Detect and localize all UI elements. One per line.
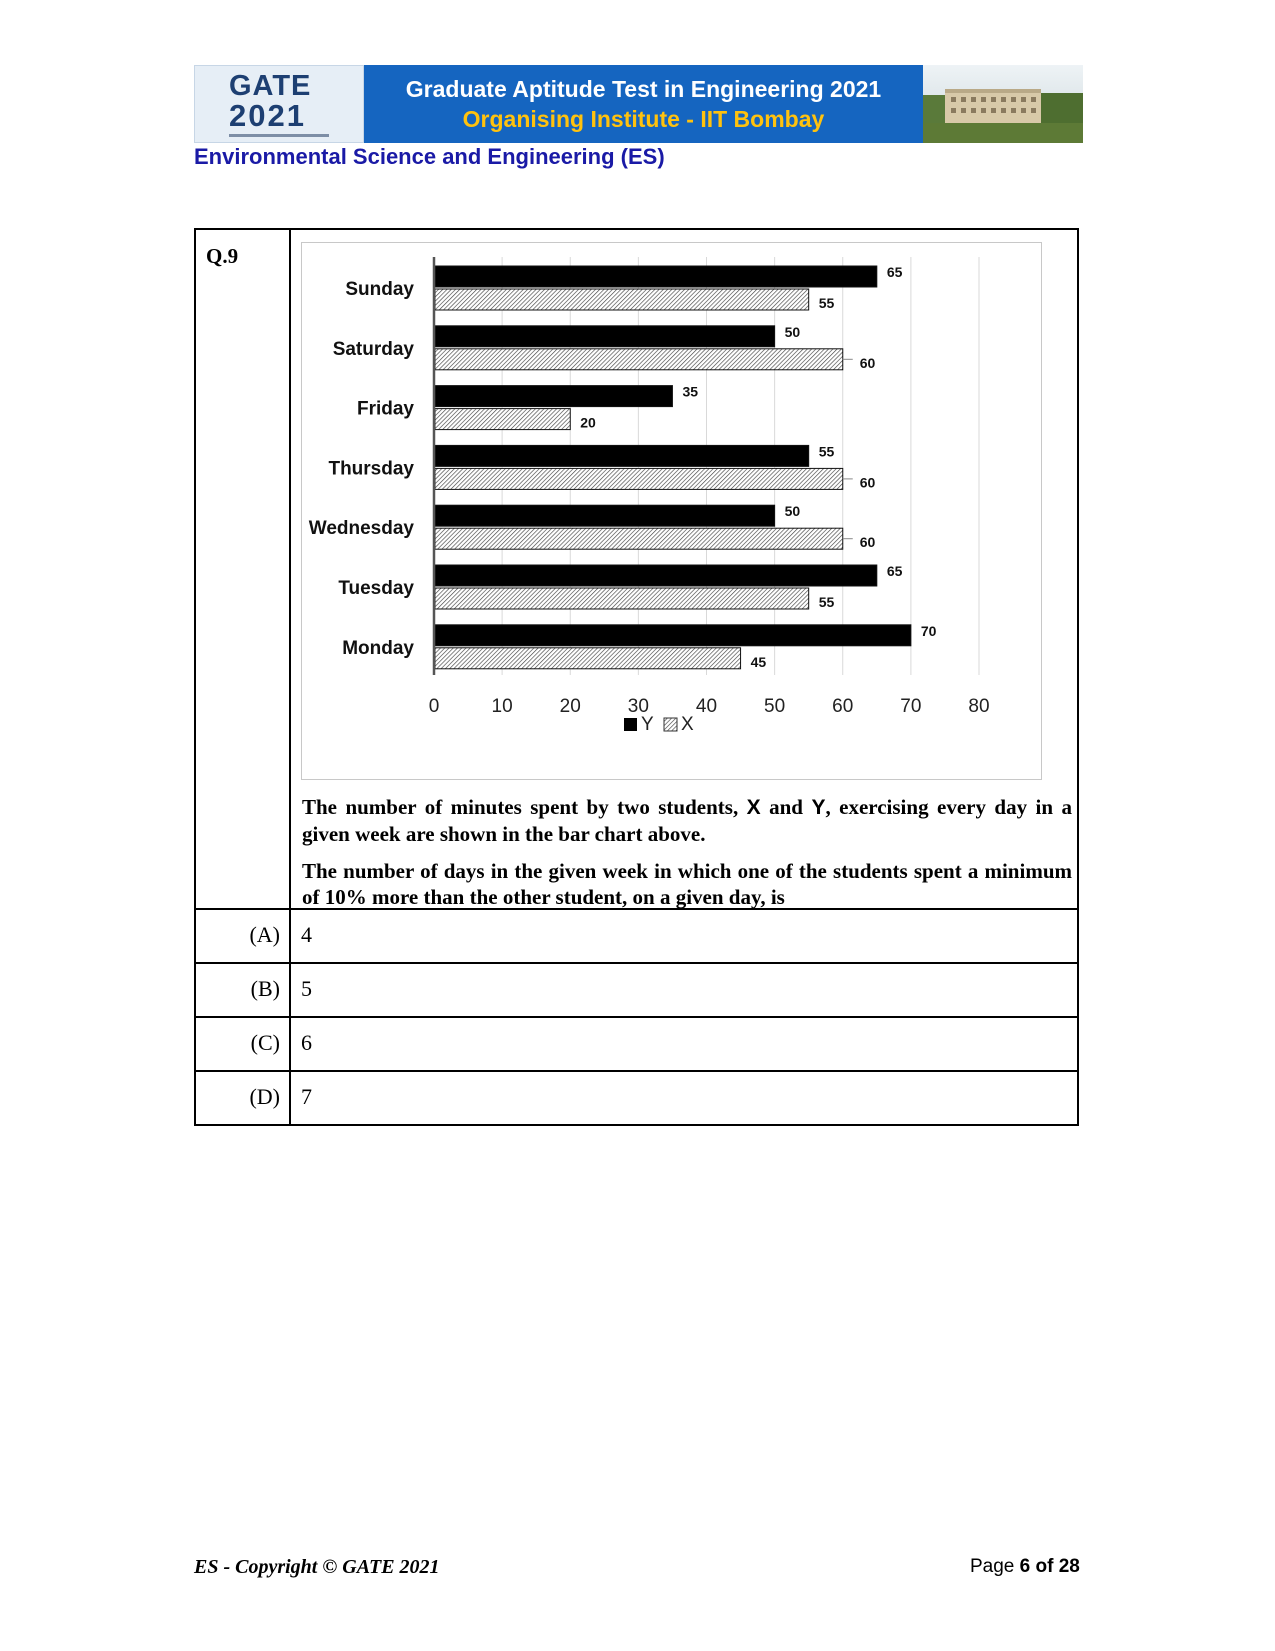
x-tick-label: 20 xyxy=(559,696,581,717)
question-text-and: and xyxy=(769,795,803,819)
x-tick-label: 30 xyxy=(627,696,649,717)
option-label: (D) xyxy=(196,1072,291,1124)
bar-x xyxy=(435,349,843,370)
question-body xyxy=(291,230,1077,908)
banner-title-line1: Graduate Aptitude Test in Engineering 2021 xyxy=(405,76,882,102)
banner-title xyxy=(364,65,923,143)
bar-x xyxy=(435,648,741,669)
option-value: 6 xyxy=(301,1030,312,1055)
campus-building-icon xyxy=(923,65,1083,143)
data-label: 60 xyxy=(859,474,876,491)
data-label: 20 xyxy=(580,414,596,431)
option-label: (A) xyxy=(196,910,291,962)
x-tick-label: 50 xyxy=(764,696,786,717)
bar-x xyxy=(435,588,809,609)
x-tick-label: 40 xyxy=(695,696,718,717)
question-row xyxy=(196,230,1077,908)
category-label: Monday xyxy=(342,637,414,659)
x-tick-label: 80 xyxy=(968,696,990,717)
bar-y xyxy=(435,565,877,586)
data-label: 60 xyxy=(859,354,876,371)
option-row-c[interactable] xyxy=(196,1016,1077,1070)
variable-y: Y xyxy=(811,796,826,819)
category-label: Tuesday xyxy=(338,578,414,599)
option-value: 7 xyxy=(301,1084,312,1109)
logo-text-top: GATE xyxy=(229,70,312,102)
category-label: Saturday xyxy=(332,338,414,360)
category-label: Sunday xyxy=(345,279,414,300)
data-label: 55 xyxy=(818,594,835,610)
category-label: Wednesday xyxy=(308,518,414,540)
data-label: 65 xyxy=(886,563,903,579)
page-total: 28 xyxy=(1058,1556,1080,1577)
category-label: Thursday xyxy=(328,458,414,480)
page-prefix: Page xyxy=(970,1556,1015,1577)
option-row-a[interactable] xyxy=(196,908,1077,962)
campus-photo xyxy=(923,65,1083,143)
x-tick-label: 0 xyxy=(428,696,440,717)
bar-y xyxy=(435,505,775,526)
option-label: (B) xyxy=(196,964,291,1016)
data-label: 50 xyxy=(784,323,801,340)
bar-x xyxy=(435,409,570,430)
data-label: 45 xyxy=(750,653,767,670)
banner-title-line2: Organising Institute - IIT Bombay xyxy=(462,106,825,132)
bar-x xyxy=(435,528,843,549)
data-label: 55 xyxy=(818,295,835,311)
page-of: of xyxy=(1035,1556,1054,1577)
logo-text-bottom: 2021 xyxy=(229,98,306,133)
variable-x: X xyxy=(746,796,761,819)
question-paragraph-2: The number of days in the given week in which one of the students spent a minimum of 10% more than the other student, on a given day, is xyxy=(302,859,1072,909)
bar-x xyxy=(435,289,809,310)
footer-copyright: ES - Copyright © GATE 2021 xyxy=(194,1556,440,1578)
bar-x xyxy=(435,468,843,489)
data-label: 50 xyxy=(784,503,801,520)
data-label: 55 xyxy=(818,443,835,460)
question-table xyxy=(194,228,1079,1126)
data-label: 35 xyxy=(682,383,699,400)
question-number-cell xyxy=(196,230,291,908)
option-row-b[interactable] xyxy=(196,962,1077,1016)
x-tick-label: 60 xyxy=(832,696,854,717)
bar-y xyxy=(435,326,775,347)
bar-chart xyxy=(301,242,1042,780)
question-paragraph-1 xyxy=(302,794,1072,847)
question-text-1a: The number of minutes spent by two students, xyxy=(302,795,739,819)
option-label: (C) xyxy=(196,1018,291,1070)
bar-y xyxy=(435,445,809,466)
data-label: 70 xyxy=(920,622,937,639)
bar-chart-svg xyxy=(302,243,1041,779)
category-label: Friday xyxy=(356,398,414,420)
bar-y xyxy=(435,386,672,407)
footer-page-number xyxy=(970,1556,1080,1578)
question-number: Q.9 xyxy=(206,244,239,268)
logo-underline xyxy=(229,134,329,137)
option-value: 4 xyxy=(301,922,312,947)
gate-logo xyxy=(194,65,364,143)
x-tick-label: 70 xyxy=(900,696,922,717)
question-text-1b: , exercising every day in a given week are shown in the bar chart above. xyxy=(302,795,1073,846)
option-value: 5 xyxy=(301,976,312,1001)
data-label: 65 xyxy=(886,264,903,280)
legend-label-y: Y xyxy=(641,714,654,735)
page-current: 6 xyxy=(1019,1556,1031,1577)
data-label: 60 xyxy=(859,534,876,551)
legend-label-x: X xyxy=(681,714,694,735)
bar-y xyxy=(435,266,877,287)
subject-title: Environmental Science and Engineering (ES) xyxy=(194,144,665,169)
legend-swatch-y xyxy=(624,718,637,731)
x-tick-label: 10 xyxy=(491,696,513,717)
option-row-d[interactable] xyxy=(196,1070,1077,1124)
legend-swatch-x xyxy=(664,718,677,731)
bar-y xyxy=(435,625,911,646)
header-banner xyxy=(194,65,1083,143)
